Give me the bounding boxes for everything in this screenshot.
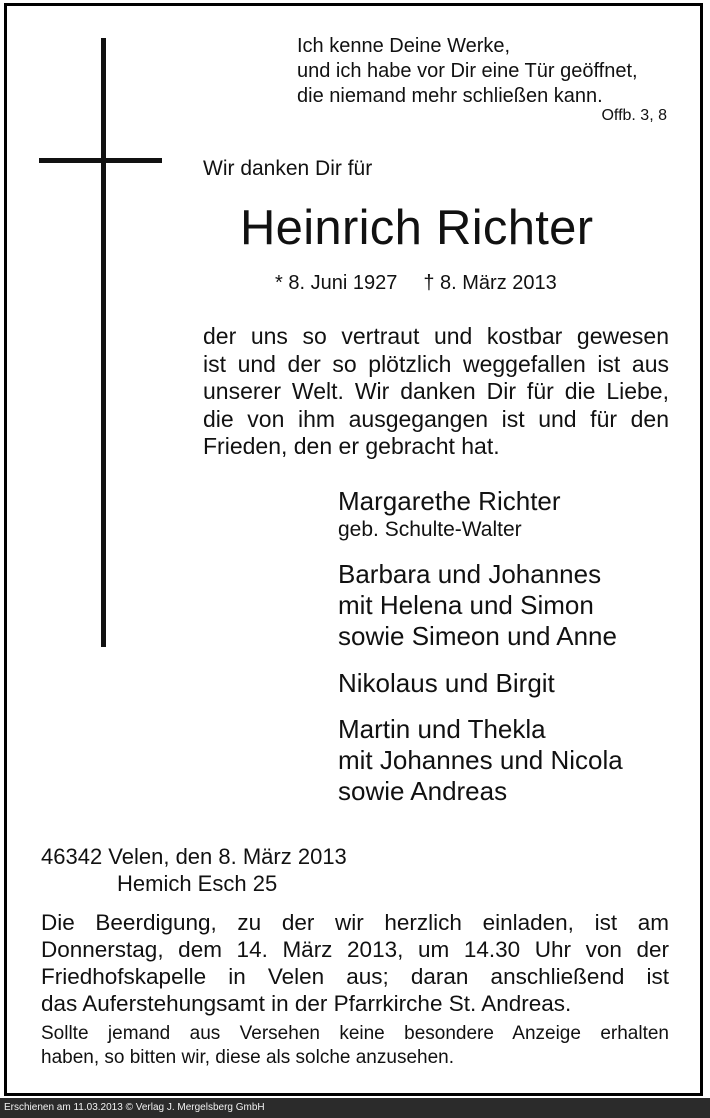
widow-maiden-name: geb. Schulte-Walter — [338, 518, 522, 541]
funeral-line: Die Beerdigung, zu der wir herzlich einladen, ist am — [41, 910, 669, 935]
mourner-widow — [338, 486, 561, 542]
thanks-intro: Wir danken Dir für — [203, 157, 373, 180]
deceased-name: Heinrich Richter — [240, 201, 594, 255]
tribute-line: der uns so vertraut und kostbar gewesen — [203, 323, 669, 349]
cross-vertical-bar — [101, 38, 106, 647]
mourner-line: mit Johannes und Nicola — [338, 745, 623, 775]
notice-text — [41, 1022, 669, 1070]
notice-line: haben, so bitten wir, diese als solche anzusehen. — [41, 1047, 454, 1068]
mourner-group-2 — [338, 668, 555, 699]
verse-reference: Offb. 3, 8 — [601, 107, 667, 124]
tribute-line: die von ihm ausgegangen ist und für den — [203, 405, 669, 432]
mourner-group-3 — [338, 714, 623, 807]
tribute-line: ist und der so plötzlich weggefallen ist aus — [203, 350, 669, 377]
tribute-line: unserer Welt. Wir danken Dir für die Liebe, — [203, 378, 669, 404]
mourner-line: Barbara und Johannes — [338, 559, 602, 589]
verse-line: die niemand mehr schließen kann. — [297, 85, 603, 107]
life-dates — [275, 272, 557, 295]
widow-name: Margarethe Richter — [338, 486, 561, 516]
mourner-line: mit Helena und Simon — [338, 590, 594, 620]
place-and-date — [41, 843, 347, 897]
funeral-line: das Auferstehungsamt in der Pfarrkirche St. Andreas. — [41, 991, 572, 1016]
funeral-line: Donnerstag, dem 14. März 2013, um 14.30 Uhr von der — [41, 937, 669, 962]
place-date-line: 46342 Velen, den 8. März 2013 — [41, 844, 347, 869]
address-line: Hemich Esch 25 — [117, 871, 278, 896]
notice-line: Sollte jemand aus Versehen keine besondere Anzeige erhalten — [41, 1023, 669, 1044]
mourner-group-1 — [338, 559, 617, 652]
publication-footer: Erschienen am 11.03.2013 © Verlag J. Mergelsberg GmbH — [0, 1098, 710, 1118]
funeral-line: Friedhofskapelle in Velen aus; daran anschließend ist — [41, 964, 669, 989]
death-date: † 8. März 2013 — [423, 272, 557, 294]
birth-date: * 8. Juni 1927 — [275, 272, 398, 294]
mourner-line: sowie Simeon und Anne — [338, 621, 617, 651]
funeral-info — [41, 909, 669, 1017]
cross-horizontal-bar — [39, 158, 162, 163]
bible-verse — [297, 34, 638, 109]
verse-line: Ich kenne Deine Werke, — [297, 35, 511, 57]
tribute-line: Frieden, den er gebracht hat. — [203, 433, 500, 459]
tribute-text — [203, 323, 669, 461]
mourner-line: Nikolaus und Birgit — [338, 668, 555, 698]
mourner-line: Martin und Thekla — [338, 714, 546, 744]
mourner-line: sowie Andreas — [338, 776, 508, 806]
verse-line: und ich habe vor Dir eine Tür geöffnet, — [297, 60, 638, 82]
